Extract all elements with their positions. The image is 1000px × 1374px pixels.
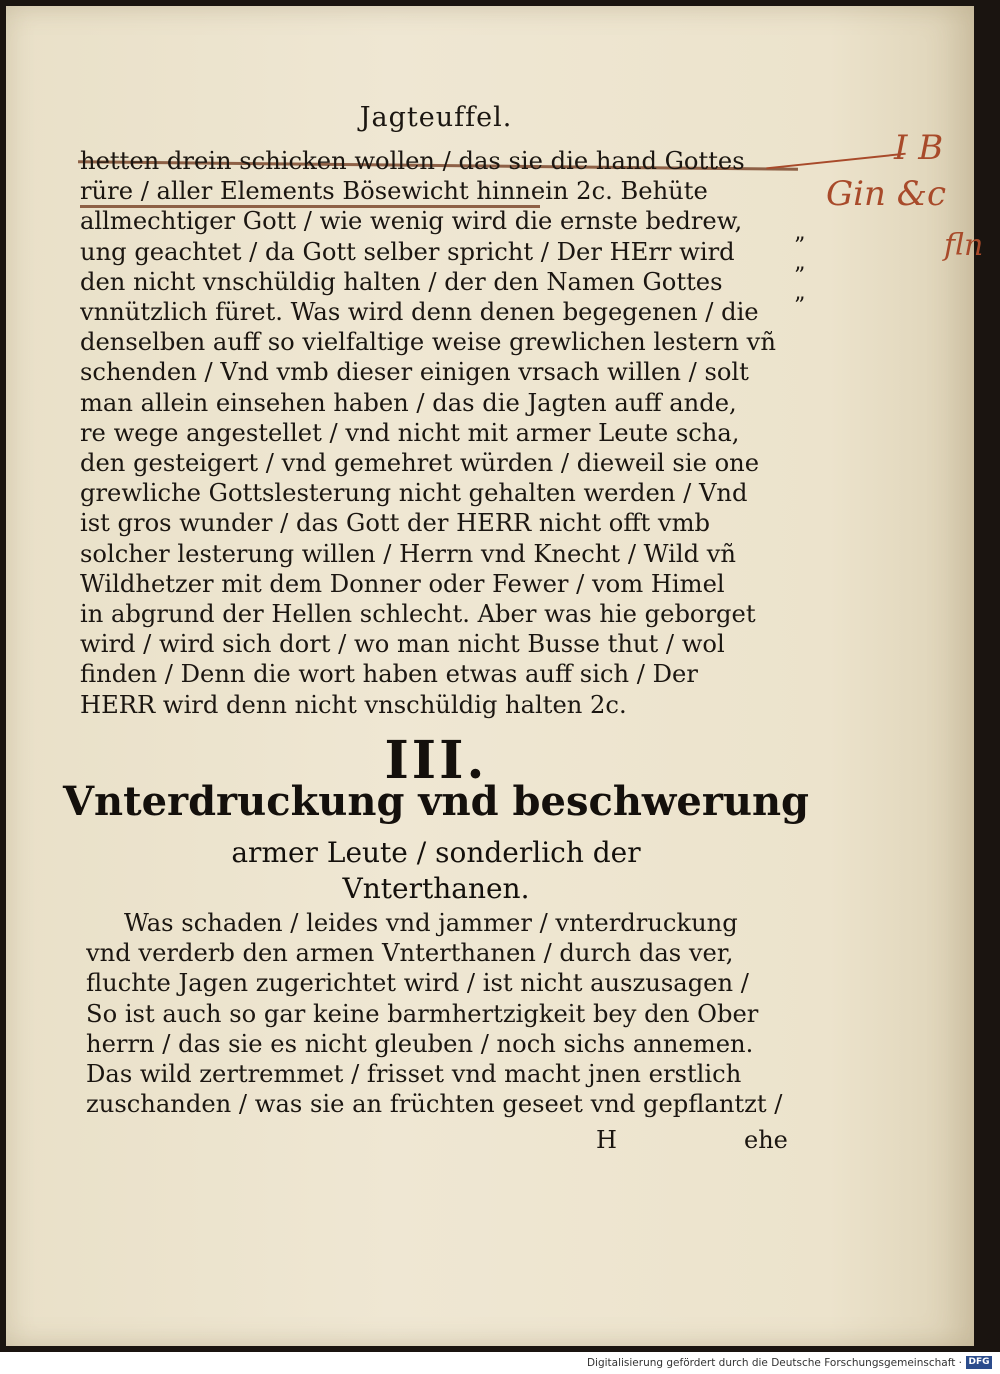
digitization-credit: Digitalisierung gefördert durch die Deutsche Forschungsgemeinschaft · [586, 1357, 962, 1369]
handwritten-annotation: I B [894, 128, 944, 168]
chapter-title-line-1: Vnterdruckung vnd beschwerung [62, 778, 810, 825]
body-text-bottom [86, 908, 798, 1119]
handwritten-annotation: Gin &c [826, 174, 947, 214]
chapter-title-line-2: armer Leute / sonderlich der [231, 836, 641, 869]
text-line: Wildhetzer mit dem Donner oder Fewer / vom Himel [80, 569, 725, 598]
text-line: finden / Denn die wort haben etwas auff sich / Der [80, 660, 698, 689]
text-line: fluchte Jagen zugerichtet wird / ist nicht auszusagen / [86, 969, 749, 998]
handwritten-annotation: fln [944, 228, 984, 263]
margin-quote-mark: ” [794, 234, 808, 259]
text-line: Das wild zertremmet / frisset vnd macht jnen erstlich [86, 1060, 742, 1089]
margin-quote-mark: ” [794, 264, 808, 289]
body-text-top [80, 146, 800, 720]
signature-mark: H [596, 1126, 617, 1154]
text-line: So ist auch so gar keine barmhertzigkeit bey den Ober [86, 999, 759, 1028]
catchword: ehe [744, 1126, 788, 1154]
running-head: Jagteuffel. [359, 102, 513, 133]
text-line: den nicht vnschüldig halten / der den Namen Gottes [80, 267, 723, 296]
text-line: schenden / Vnd vmb dieser einigen vrsach willen / solt [80, 358, 749, 387]
text-line: wird / wird sich dort / wo man nicht Busse thut / wol [80, 630, 725, 659]
text-line: vnnützlich füret. Was wird denn denen begegenen / die [80, 298, 759, 327]
text-line: allmechtiger Gott / wie wenig wird die ernste bedrew, [80, 207, 743, 236]
text-line: HERR wird denn nicht vnschüldig halten 2c. [80, 690, 627, 719]
text-line: vnd verderb den armen Vnterthanen / durch das ver, [86, 939, 734, 968]
text-line: denselben auff so vielfaltige weise grewlichen lestern vñ [80, 328, 776, 357]
text-line: man allein einsehen haben / das die Jagten auff ande, [80, 388, 737, 417]
text-line: den gesteigert / vnd gemehret würden / dieweil sie one [80, 449, 760, 478]
margin-quote-mark: ” [794, 294, 808, 319]
text-line: Was schaden / leides vnd jammer / vnterdruckung [124, 909, 738, 937]
chapter-number: III. [384, 730, 488, 791]
chapter-title-line-3: Vnterthanen. [342, 872, 530, 905]
dfg-logo-icon: DFG [966, 1356, 992, 1369]
text-line: zuschanden / was sie an früchten geseet vnd gepflantzt / [86, 1090, 783, 1119]
text-line: ung geachtet / da Gott selber spricht / Der HErr wird [80, 237, 735, 266]
text-line: re wege angestellet / vnd nicht mit armer Leute scha, [80, 418, 740, 447]
book-page [6, 6, 984, 1346]
text-line: herrn / das sie es nicht gleuben / noch sichs annemen. [86, 1029, 754, 1058]
text-line: rüre / aller Elements Bösewicht hinnein 2c. Behüte [80, 177, 708, 206]
text-line: solcher lesterung willen / Herrn vnd Knecht / Wild vñ [80, 539, 736, 568]
text-line: hetten drein schicken wollen / das sie die hand Gottes [80, 147, 745, 175]
text-line: grewliche Gottslesterung nicht gehalten werden / Vnd [80, 479, 748, 508]
text-line: ist gros wunder / das Gott der HERR nicht offt vmb [80, 509, 711, 538]
text-line: in abgrund der Hellen schlecht. Aber was hie geborget [80, 600, 756, 629]
